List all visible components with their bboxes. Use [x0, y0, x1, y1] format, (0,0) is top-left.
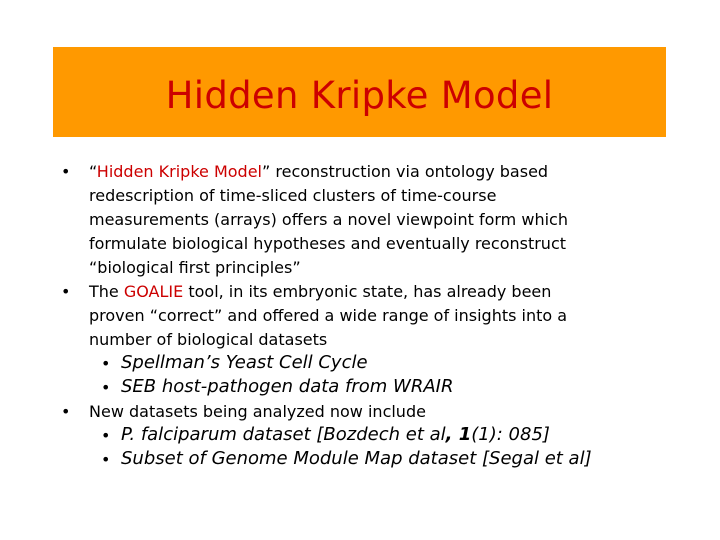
bullet-2-line-2: proven “correct” and offered a wide range of insights into a [89, 306, 568, 325]
highlight-text: GOALIE [123, 282, 184, 301]
text-fragment: ” reconstruction via ontology based [262, 162, 549, 181]
highlight-text: Hidden Kripke Model [96, 162, 262, 181]
sub-bullet-marker: • [101, 354, 111, 373]
bullet-1-line-3: measurements (arrays) offers a novel viewpoint form which [89, 210, 568, 229]
sub-bullet-seb-data: SEB host-pathogen data from WRAIR [121, 376, 454, 397]
bullet-1-line-4: formulate biological hypotheses and eventually reconstruct [89, 234, 567, 253]
sub-bullet-yeast-cell-cycle: Spellman’s Yeast Cell Cycle [121, 352, 368, 373]
bold-fragment: , 1 [445, 424, 472, 445]
bullet-3-line-1: New datasets being analyzed now include [89, 402, 426, 421]
sub-bullet-marker: • [101, 378, 111, 397]
bullet-marker: • [61, 402, 71, 421]
text-fragment: The [89, 282, 124, 301]
bullet-marker: • [61, 282, 71, 301]
slide-title: Hidden Kripke Model [165, 73, 554, 117]
bullet-1-line-2: redescription of time-sliced clusters of time-course [89, 186, 497, 205]
bullet-2-line-3: number of biological datasets [89, 330, 328, 349]
sub-bullet-genome-module-map: Subset of Genome Module Map dataset [Segal et al] [121, 448, 592, 469]
sub-bullet-falciparum [121, 425, 550, 445]
bullet-1-line-5: “biological first principles” [89, 258, 301, 277]
text-fragment: “ [89, 162, 97, 181]
text-fragment: tool, in its embryonic state, has already been [183, 282, 552, 301]
text-fragment: (1): 085] [471, 424, 550, 445]
text-fragment: P. falciparum dataset [Bozdech et al [121, 424, 446, 445]
bullet-1-line-1 [89, 162, 548, 182]
sub-bullet-marker: • [101, 426, 111, 445]
bullet-marker: • [61, 162, 71, 181]
sub-bullet-marker: • [101, 450, 111, 469]
bullet-2-line-1 [89, 282, 551, 302]
